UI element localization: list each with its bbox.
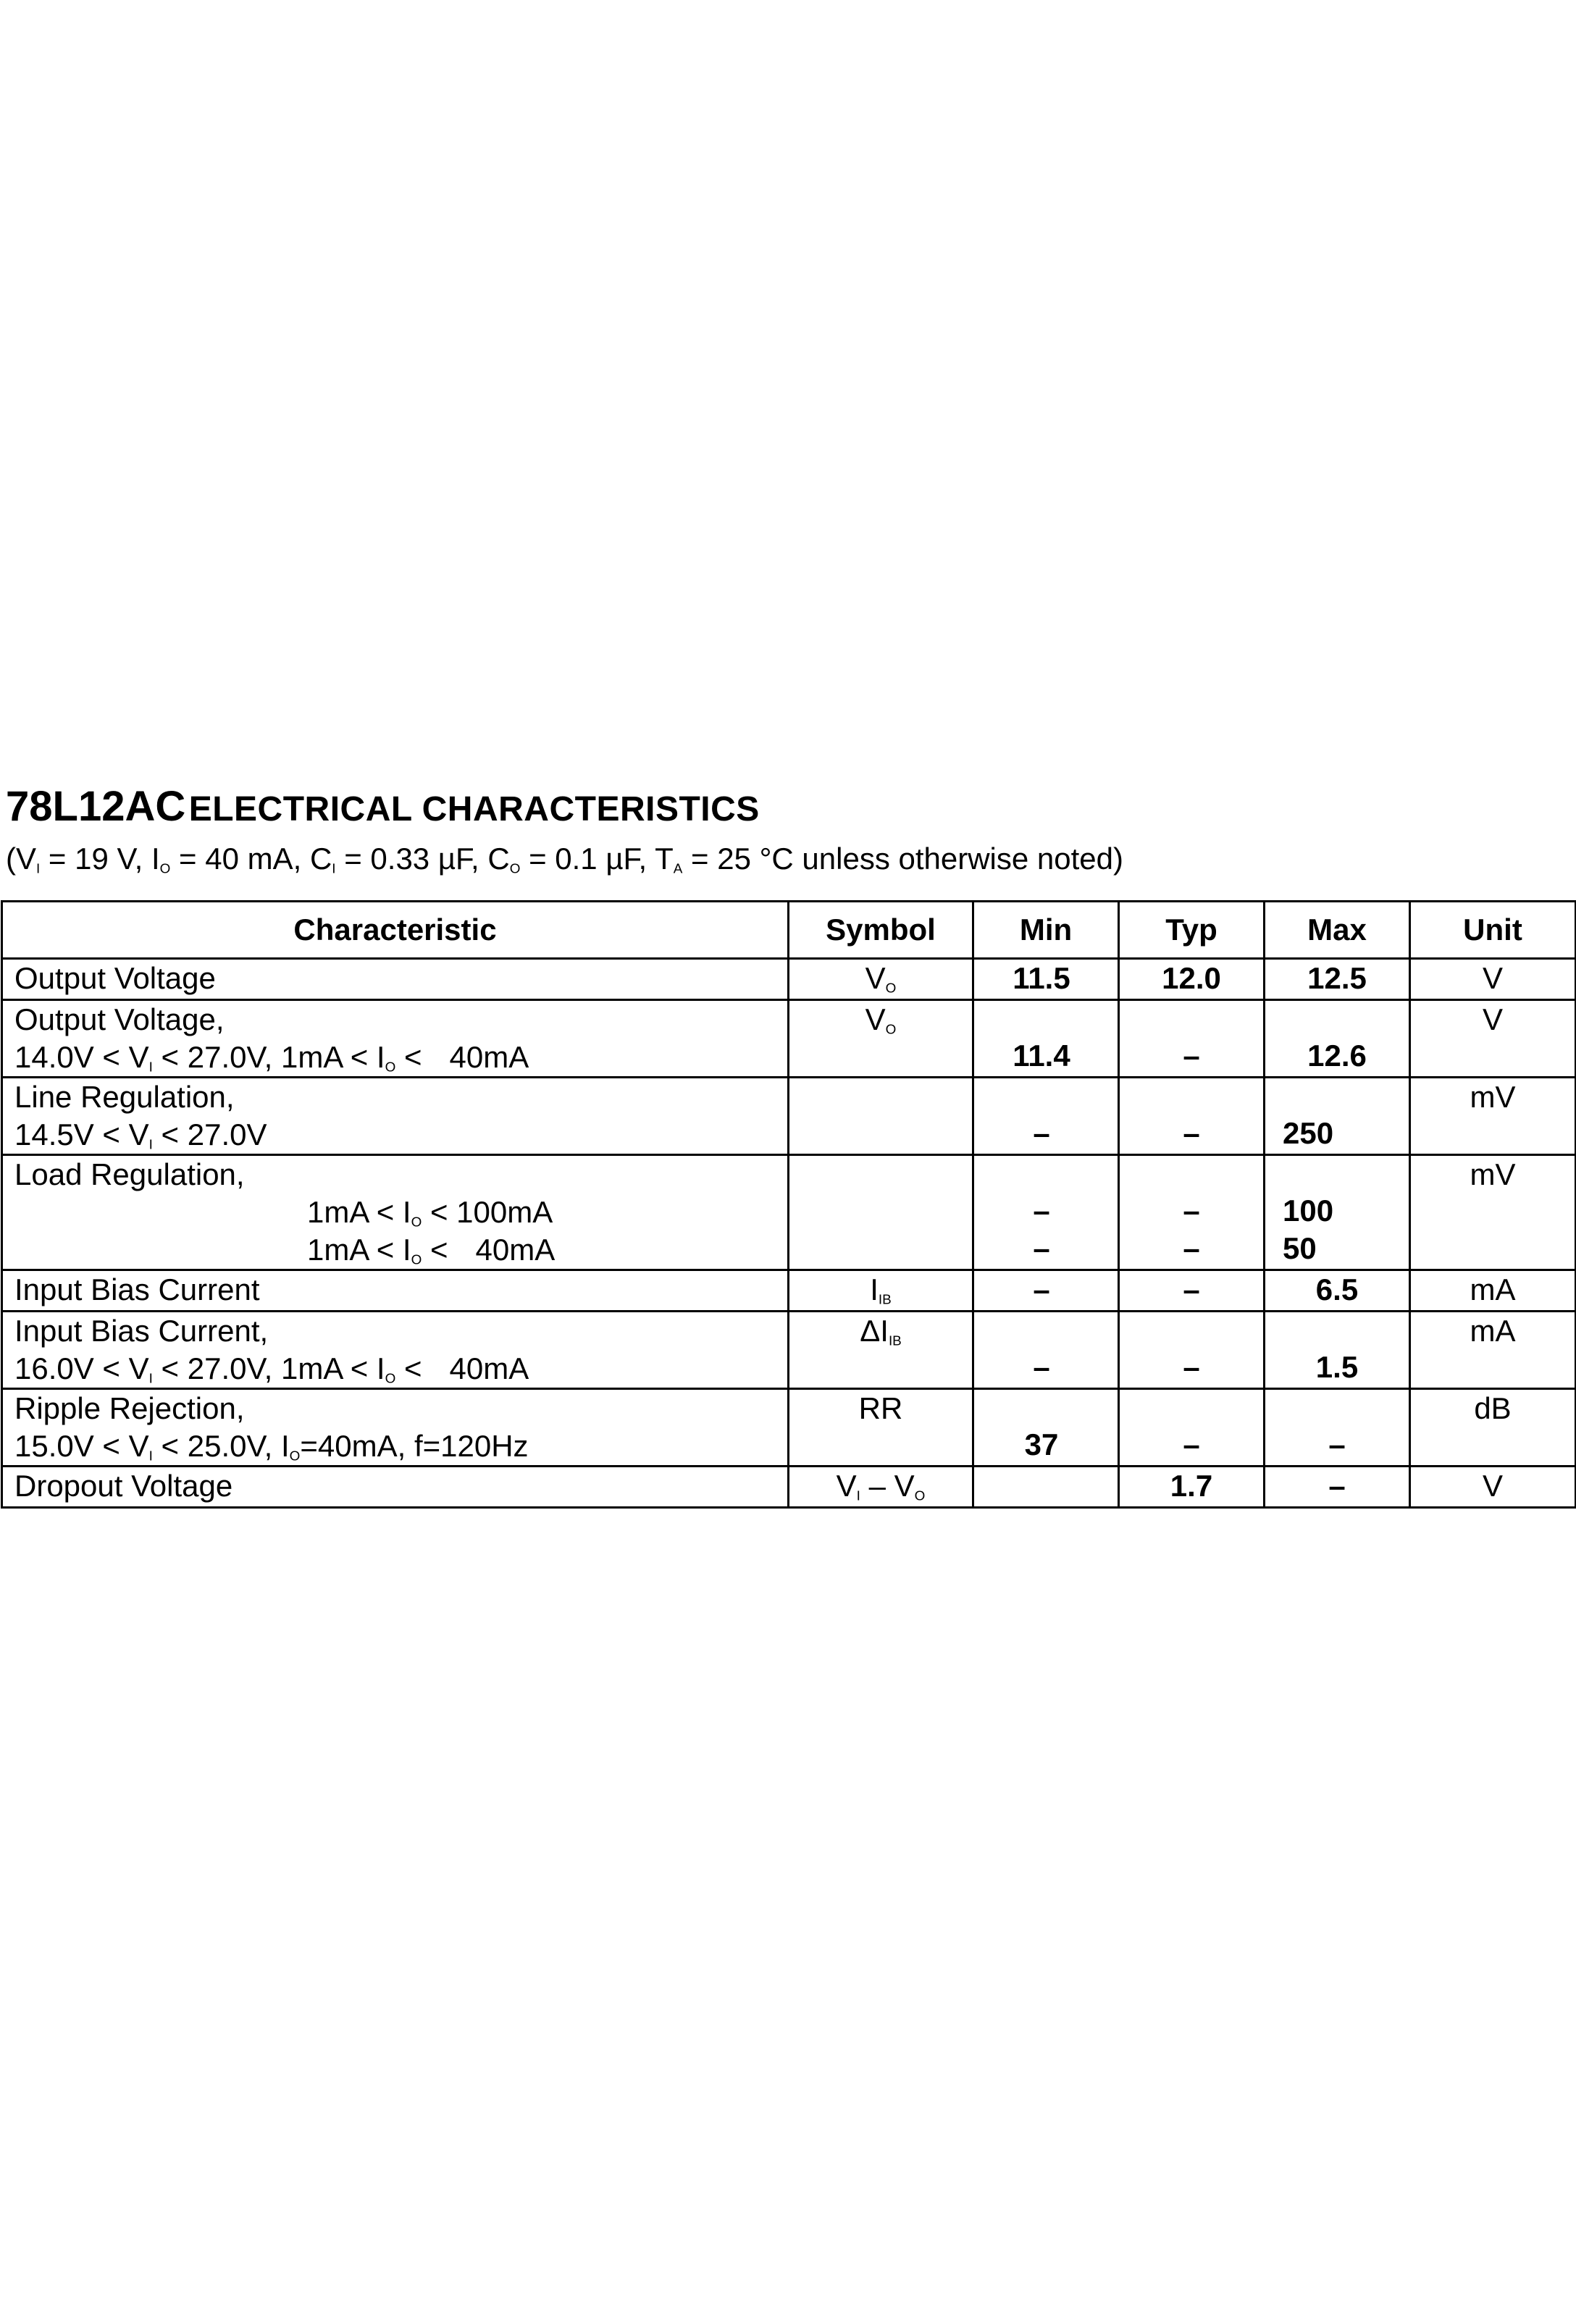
unit-cell: V <box>1410 1467 1576 1508</box>
characteristic-cell: Input Bias Current <box>2 1270 789 1312</box>
unit-cell: mA <box>1410 1270 1576 1312</box>
table-row <box>2 1000 1576 1078</box>
unit-cell: dB <box>1410 1389 1576 1467</box>
characteristic-cell: Load Regulation, $1mA < I_O < 100mA$ $1mA < I_O < 40mA$ <box>2 1155 789 1270</box>
section-title <box>6 783 760 830</box>
section-heading: ELECTRICAL CHARACTERISTICS <box>188 790 760 828</box>
typ-cell: – <box>1119 1270 1265 1312</box>
unit-cell: mV <box>1410 1155 1576 1270</box>
header-max: Max <box>1265 902 1410 959</box>
max-cell: 12.6 <box>1265 1000 1410 1078</box>
max-cell: 1.5 <box>1265 1312 1410 1389</box>
table-row <box>2 1312 1576 1389</box>
min-cell: – – <box>973 1155 1119 1270</box>
table-row <box>2 1389 1576 1467</box>
typ-cell: – <box>1119 1389 1265 1467</box>
table-row <box>2 1270 1576 1312</box>
symbol-cell: $I_{IB}$ <box>789 1270 973 1312</box>
min-cell: 37 <box>973 1389 1119 1467</box>
unit-cell: mA <box>1410 1312 1576 1389</box>
min-cell <box>973 1467 1119 1508</box>
typ-cell: 1.7 <box>1119 1467 1265 1508</box>
characteristic-cell: Line Regulation, $14.5V < V_I < 27.0V$ <box>2 1078 789 1155</box>
table-row <box>2 1078 1576 1155</box>
table-header-row <box>2 902 1576 959</box>
header-min: Min <box>973 902 1119 959</box>
min-cell: – <box>973 1312 1119 1389</box>
part-number: 78L12AC <box>6 783 186 830</box>
max-cell: 100 50 <box>1265 1155 1410 1270</box>
header-typ: Typ <box>1119 902 1265 959</box>
test-conditions: ($V_I = 19$ V, $I_O = 40$ mA, $C_I = 0.33$ µF, $C_O = 0.1$ µF, $T_A = 25$ °C unless otherwise noted) <box>6 842 1124 877</box>
symbol-cell: $V_O$ <box>789 1000 973 1078</box>
max-cell: 250 <box>1265 1078 1410 1155</box>
characteristic-cell: Dropout Voltage <box>2 1467 789 1508</box>
symbol-cell: $\Delta I_{IB}$ <box>789 1312 973 1389</box>
table-row <box>2 1467 1576 1508</box>
header-symbol: Symbol <box>789 902 973 959</box>
typ-cell: – – <box>1119 1155 1265 1270</box>
symbol-cell <box>789 1155 973 1270</box>
max-cell: 12.5 <box>1265 959 1410 1000</box>
unit-cell: V <box>1410 1000 1576 1078</box>
characteristics-table <box>1 900 1576 1509</box>
symbol-cell: $V_O$ <box>789 959 973 1000</box>
max-cell: 6.5 <box>1265 1270 1410 1312</box>
header-unit: Unit <box>1410 902 1576 959</box>
min-cell: 11.5 <box>973 959 1119 1000</box>
characteristic-cell: Input Bias Current, $16.0V < V_I < 27.0V$, $1mA < I_O < 40mA$ <box>2 1312 789 1389</box>
min-cell: 11.4 <box>973 1000 1119 1078</box>
max-cell: – <box>1265 1389 1410 1467</box>
characteristic-cell: Output Voltage, $14.0V < V_I < 27.0V$, $1mA < I_O < 40mA$ <box>2 1000 789 1078</box>
min-cell: – <box>973 1270 1119 1312</box>
symbol-cell: $V_I - V_O$ <box>789 1467 973 1508</box>
typ-cell: 12.0 <box>1119 959 1265 1000</box>
unit-cell: mV <box>1410 1078 1576 1155</box>
typ-cell: – <box>1119 1000 1265 1078</box>
header-characteristic: Characteristic <box>2 902 789 959</box>
min-cell: – <box>973 1078 1119 1155</box>
characteristic-cell: Ripple Rejection, $15.0V < V_I < 25.0V$, $I_O=40mA$, f=120Hz <box>2 1389 789 1467</box>
table-row <box>2 1155 1576 1270</box>
max-cell: – <box>1265 1467 1410 1508</box>
typ-cell: – <box>1119 1312 1265 1389</box>
symbol-cell: RR <box>789 1389 973 1467</box>
symbol-cell <box>789 1078 973 1155</box>
characteristic-cell: Output Voltage <box>2 959 789 1000</box>
unit-cell: V <box>1410 959 1576 1000</box>
table-row <box>2 959 1576 1000</box>
typ-cell: – <box>1119 1078 1265 1155</box>
